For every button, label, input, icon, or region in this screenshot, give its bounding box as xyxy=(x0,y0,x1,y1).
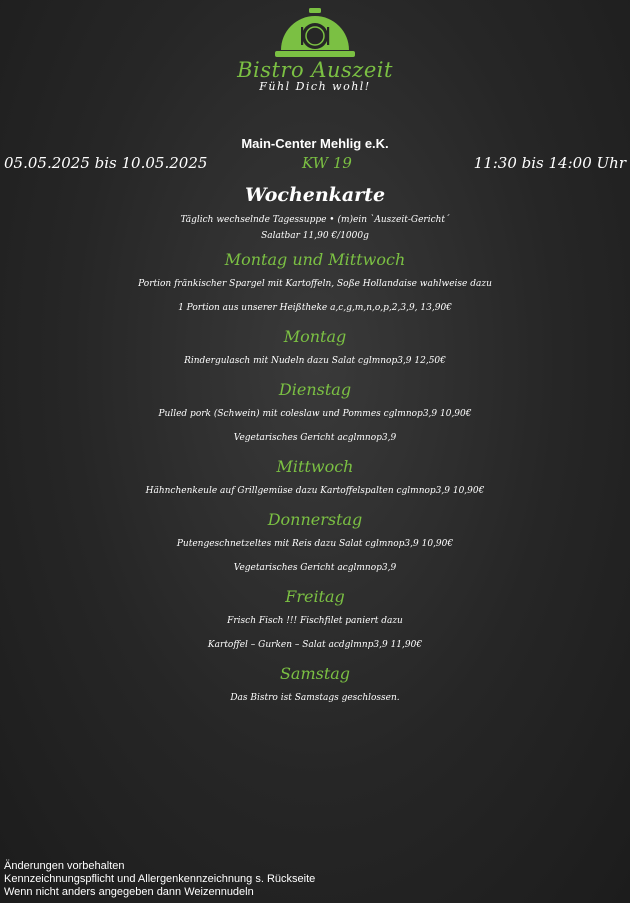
menu-item: Vegetarisches Gericht acglmnop3,9 xyxy=(233,563,397,573)
footer-notes xyxy=(4,860,315,899)
menu-item: Frisch Fisch !!! Fischfilet paniert dazu xyxy=(227,616,403,626)
week-number: KW 19 xyxy=(302,154,352,172)
brand-tagline: Fühl Dich wohl! xyxy=(259,80,371,93)
footer-line: Kennzeichnungspflicht und Allergenkennzeichnung s. Rückseite xyxy=(4,873,316,885)
date-range: 05.05.2025 bis 10.05.2025 xyxy=(4,154,208,172)
day-heading: Montag und Mittwoch xyxy=(224,250,406,269)
opening-hours: 11:30 bis 14:00 Uhr xyxy=(473,154,626,172)
menu-item: Hähnchenkeule auf Grillgemüse dazu Kartoffelspalten cglmnop3,9 10,90€ xyxy=(145,486,485,496)
subtitle-soup: Täglich wechselnde Tagessuppe • (m)ein `Auszeit-Gericht´ xyxy=(180,215,450,225)
menu-item: Vegetarisches Gericht acglmnop3,9 xyxy=(233,433,397,443)
logo xyxy=(0,6,630,93)
day-heading: Freitag xyxy=(285,587,345,606)
footer-line: Wenn nicht anders angegeben dann Weizennudeln xyxy=(4,886,254,898)
date-row xyxy=(4,154,626,176)
cloche-icon xyxy=(269,6,361,60)
page-title: Wochenkarte xyxy=(244,184,386,206)
menu-item: Rindergulasch mit Nudeln dazu Salat cglmnop3,9 12,50€ xyxy=(184,356,446,366)
footer-line: Änderungen vorbehalten xyxy=(4,860,125,872)
day-heading: Dienstag xyxy=(278,380,352,399)
day-heading: Montag xyxy=(283,327,347,346)
menu-item: Kartoffel – Gurken – Salat acdglmnp3,9 11,90€ xyxy=(207,640,423,650)
menu-item: Portion fränkischer Spargel mit Kartoffeln, Soße Hollandaise wahlweise dazu xyxy=(138,279,492,289)
day-heading: Samstag xyxy=(279,664,351,683)
day-heading: Mittwoch xyxy=(276,457,354,476)
day-heading: Donnerstag xyxy=(267,510,363,529)
menu-item: Putengeschnetzeltes mit Reis dazu Salat cglmnop3,9 10,90€ xyxy=(176,539,454,549)
company-name: Main-Center Mehlig e.K. xyxy=(241,136,389,151)
menu-item: Das Bistro ist Samstags geschlossen. xyxy=(230,693,400,703)
menu-item: 1 Portion aus unserer Heißtheke a,c,g,m,n,o,p,2,3,9, 13,90€ xyxy=(178,303,452,313)
subtitle-salad: Salatbar 11,90 €/1000g xyxy=(261,231,369,241)
menu-item: Pulled pork (Schwein) mit coleslaw und Pommes cglmnop3,9 10,90€ xyxy=(158,409,472,419)
menu-content xyxy=(0,184,630,717)
brand-name: Bistro Auszeit xyxy=(237,58,393,82)
